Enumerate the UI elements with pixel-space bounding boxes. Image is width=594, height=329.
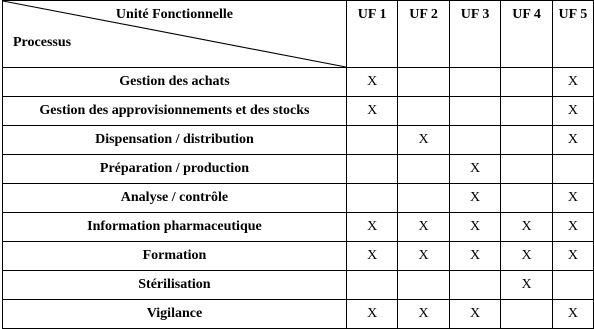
- mark-cell: [398, 271, 449, 300]
- mark-cell: [501, 68, 552, 97]
- table-header-row: [3, 1, 594, 68]
- mark-cell: X: [346, 300, 397, 329]
- mark-cell: [346, 126, 397, 155]
- diagonal-header-cell: [3, 1, 347, 68]
- process-name-cell: Information pharmaceutique: [3, 213, 347, 242]
- mark-cell: [501, 126, 552, 155]
- mark-cell: X: [398, 213, 449, 242]
- process-name-cell: Analyse / contrôle: [3, 184, 347, 213]
- mark-cell: [449, 97, 500, 126]
- column-header-uf2: UF 2: [398, 1, 449, 68]
- mark-cell: X: [552, 300, 593, 329]
- mark-cell: X: [501, 271, 552, 300]
- mark-cell: X: [346, 97, 397, 126]
- column-header-uf5: UF 5: [552, 1, 593, 68]
- mark-cell: X: [346, 213, 397, 242]
- mark-cell: X: [501, 242, 552, 271]
- mark-cell: X: [449, 300, 500, 329]
- unit-fonctionnelle-label: Unité Fonctionnelle: [115, 7, 233, 22]
- process-name-cell: Gestion des approvisionnements et des stocks: [3, 97, 347, 126]
- processus-label: Processus: [13, 35, 72, 50]
- mark-cell: X: [346, 242, 397, 271]
- mark-cell: X: [449, 184, 500, 213]
- process-name-cell: Formation: [3, 242, 347, 271]
- mark-cell: X: [552, 97, 593, 126]
- mark-cell: [501, 155, 552, 184]
- table-row: [3, 300, 594, 329]
- table-row: [3, 155, 594, 184]
- mark-cell: X: [449, 155, 500, 184]
- mark-cell: X: [449, 213, 500, 242]
- mark-cell: [398, 97, 449, 126]
- mark-cell: [398, 184, 449, 213]
- column-header-uf1: UF 1: [346, 1, 397, 68]
- mark-cell: X: [501, 213, 552, 242]
- table-row: [3, 184, 594, 213]
- table-row: [3, 97, 594, 126]
- mark-cell: [449, 271, 500, 300]
- process-name-cell: Préparation / production: [3, 155, 347, 184]
- mark-cell: X: [552, 213, 593, 242]
- mark-cell: [552, 271, 593, 300]
- mark-cell: X: [552, 184, 593, 213]
- process-name-cell: Dispensation / distribution: [3, 126, 347, 155]
- table-row: [3, 68, 594, 97]
- mark-cell: [346, 184, 397, 213]
- mark-cell: X: [449, 242, 500, 271]
- mark-cell: [501, 184, 552, 213]
- table-row: [3, 242, 594, 271]
- mark-cell: X: [398, 126, 449, 155]
- table-row: [3, 126, 594, 155]
- process-unit-matrix-table: [2, 0, 594, 329]
- table-row: [3, 271, 594, 300]
- process-name-cell: Stérilisation: [3, 271, 347, 300]
- mark-cell: [398, 68, 449, 97]
- mark-cell: [346, 155, 397, 184]
- mark-cell: X: [346, 68, 397, 97]
- mark-cell: X: [552, 68, 593, 97]
- mark-cell: [346, 271, 397, 300]
- process-name-cell: Gestion des achats: [3, 68, 347, 97]
- table-row: [3, 213, 594, 242]
- mark-cell: [449, 126, 500, 155]
- mark-cell: [501, 300, 552, 329]
- mark-cell: [398, 155, 449, 184]
- column-header-uf3: UF 3: [449, 1, 500, 68]
- mark-cell: X: [552, 242, 593, 271]
- column-header-uf4: UF 4: [501, 1, 552, 68]
- mark-cell: X: [398, 300, 449, 329]
- mark-cell: X: [398, 242, 449, 271]
- mark-cell: X: [552, 126, 593, 155]
- mark-cell: [501, 97, 552, 126]
- process-name-cell: Vigilance: [3, 300, 347, 329]
- mark-cell: [449, 68, 500, 97]
- mark-cell: [552, 155, 593, 184]
